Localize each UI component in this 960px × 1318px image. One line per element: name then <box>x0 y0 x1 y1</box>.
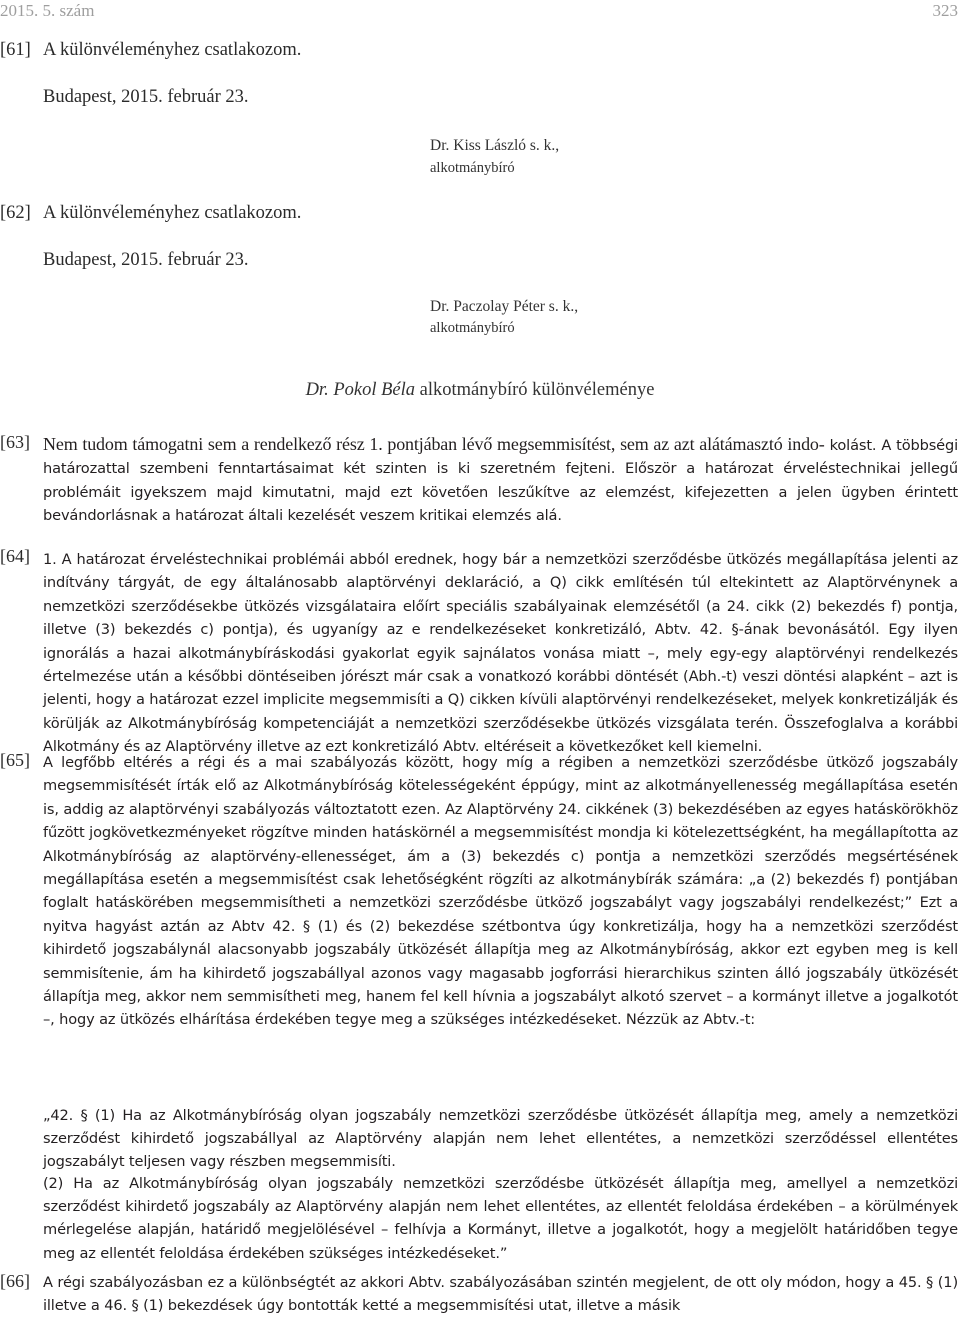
signature-role: alkotmánybíró <box>430 160 515 176</box>
paragraph-66: A régi szabályozásban ez a különbségtét az akkori Abtv. szabályozásában szintén megjelent, de ott oly módon, hogy a 45. § (1) illetve a 46. § (1) bekezdések úgy bontották ketté a megsemmisítési utat, illetve a másik <box>43 1274 958 1315</box>
paragraph-number: [63] <box>0 432 30 452</box>
paragraph-first-line: Nem tudom támogatni sem a rendelkező rész 1. pontjában lévő megsemmisítést, sem az azt alátámasztó indo- <box>43 434 825 454</box>
concurrence-text: A különvéleményhez csatlakozom. <box>43 40 302 60</box>
heading-rest: alkotmánybíró különvéleménye <box>415 380 655 400</box>
paragraph-64: 1. A határozat érveléstechnikai problémái abból erednek, hogy bár a nemzetközi szerződésbe ütközés megállapítása jelenti az indítvány tárgyát, de egy általánosabb alaptörvényi deklaráció, a Q) cikk említésén túl eltekintett az Alaptörvénynek a nemzetközi szerződésekbe ütközés vizsgálataira előírt speciális szabályainak elemzésétől (a 24. cikk (2) bekezdés f) pontja, illetve (3) bekezdés c) pontja), és ugyanígy az e rendelkezéseket konkretizáló, Abtv. 42. §-ának bevonásától. Egy ilyen ignorálás a hazai alkotmánybíráskodási gyakorlat egyik sajnálatos vonása miatt –, mely egy-egy alaptörvényi rendelkezés értelmezése után a későbbi döntéseiben jórészt már csak a vonatkozó korábbi döntését (Abh.-t) veszi döntési alapként – azt is jelenti, hogy a határozat ezzel implicite megsemmisíti a Q) cikken kívüli alaptörvényi rendelkezéseket, melyek konkretizálják és körülják az Alkotmánybíróság kompetenciáját a nemzetközi szerződésekbe ütközés vizsgálata terén. Összefoglalva a korábbi Alkotmány és az Alaptörvény illetve az ezt konkretizáló Abtv. eltéréseit a következőket kell kiemelni. <box>43 551 958 756</box>
paragraph-number: [62] <box>0 203 31 223</box>
paragraph-number: [64] <box>0 546 30 566</box>
issue-label: 2015. 5. szám <box>0 1 95 20</box>
paragraph-body: kolást. A többségi határozattal szembeni fenntartásaimat két szinten is ki szeretném fejteni. Először a határozat érveléstechnikai jellegű problémáit igyekszem majd kimutatni, majd ezt követően leszűkítve az elemzést, kifejezetten a jelen ügyben érintett bevándorlásnak a határozat általi kezelését veszem kritikai elemzés alá. <box>43 437 959 525</box>
page-number: 323 <box>932 1 958 20</box>
signature-role: alkotmánybíró <box>430 320 515 336</box>
page-header <box>0 0 960 22</box>
paragraph-number: [66] <box>0 1271 30 1291</box>
paragraph-65: A legfőbb eltérés a régi és a mai szabályozás között, hogy míg a régiben a nemzetközi szerződésbe ütköző jogszabály megsemmisítését írták elő az Alkotmánybíróság kötelességeként éppúgy, mint az alkotmányellenesség megállapítása esetén is, addig az alaptörvényi szabályozás változtatott ezen. Az Alaptörvény 24. cikkének (3) bekezdésében az egyes hatáskörökhöz fűzött jogkövetkezményeket rögzítve minden hatáskörnél a megsemmisítést mondja ki kötelezettségként, ha megállapította az Alkotmánybíróság az alaptörvény-ellenességet, ám a (3) bekezdés c) pontja a nemzetközi szerződés megsértésének megállapítása esetén a megsemmisítést csak lehetőségként rögzíti az alkotmánybírák számára: „a (2) bekezdés f) pontjában foglalt hatáskörében megsemmisítheti a nemzetközi szerződésbe ütköző jogszabályt vagy jogszabályi rendelkezést;” Ezt a nyitva hagyást aztán az Abtv 42. § (1) és (2) bekezdése szétbontva úgy konkretizálja, hogy ha a nemzetközi szerződést kihirdető jogszabálynál alacsonyabb jogszabály ütközését állapítja meg az Alkotmánybíróság, akkor ezt egyben meg is kell semmisítenie, ám ha kihirdető jogszabállyal azonos vagy magasabb jogforrási hierarchikus szinten álló jogszabály ütközését állapítja meg, akkor nem semmisítheti meg, hanem fel kell hívnia a jogszabályt alkotó szervet – a kormányt illetve a jogalkotót –, hogy az ütközés elhárítása érdekében tegye meg a szükséges intézkedéseket. Nézzük az Abtv.-t: <box>43 754 958 1029</box>
paragraph-63 <box>43 433 958 528</box>
place-date: Budapest, 2015. február 23. <box>43 250 249 270</box>
quoted-law-paragraph-1: „42. § (1) Ha az Alkotmánybíróság olyan jogszabály nemzetközi szerződésbe ütközését állapítja meg, amely a nemzetközi szerződést kihirdető jogszabállyal az Alaptörvény alapján nem lehet ellentétes, a nemzetközi szerződéssel ellentétes jogszabályt teljesen vagy részben megsemmisíti. <box>43 1107 958 1171</box>
paragraph-number: [65] <box>0 750 30 770</box>
place-date: Budapest, 2015. február 23. <box>43 87 249 107</box>
signature-name: Dr. Kiss László s. k., <box>430 137 560 154</box>
opinion-heading <box>0 380 960 401</box>
signature-name: Dr. Paczolay Péter s. k., <box>430 298 579 315</box>
judge-name: Dr. Pokol Béla <box>305 380 415 400</box>
concurrence-text: A különvéleményhez csatlakozom. <box>43 203 302 223</box>
paragraph-number: [61] <box>0 40 31 60</box>
quoted-law-paragraph-2: (2) Ha az Alkotmánybíróság olyan jogszabály nemzetközi szerződésbe ütközését állapítja meg, amellyel a nemzetközi szerződést kihirdető jogszabály az Alaptörvény alapján nem lehet ellentétes, az ellentét feloldása érdekében – a körülmények mérlegelése alapján, határidő megjelölésével – felhívja a Kormányt, illetve a jogalkotót, hogy a megjelölt határidőben tegye meg az ellentét feloldása érdekében szükséges intézkedéseket.” <box>43 1175 958 1262</box>
